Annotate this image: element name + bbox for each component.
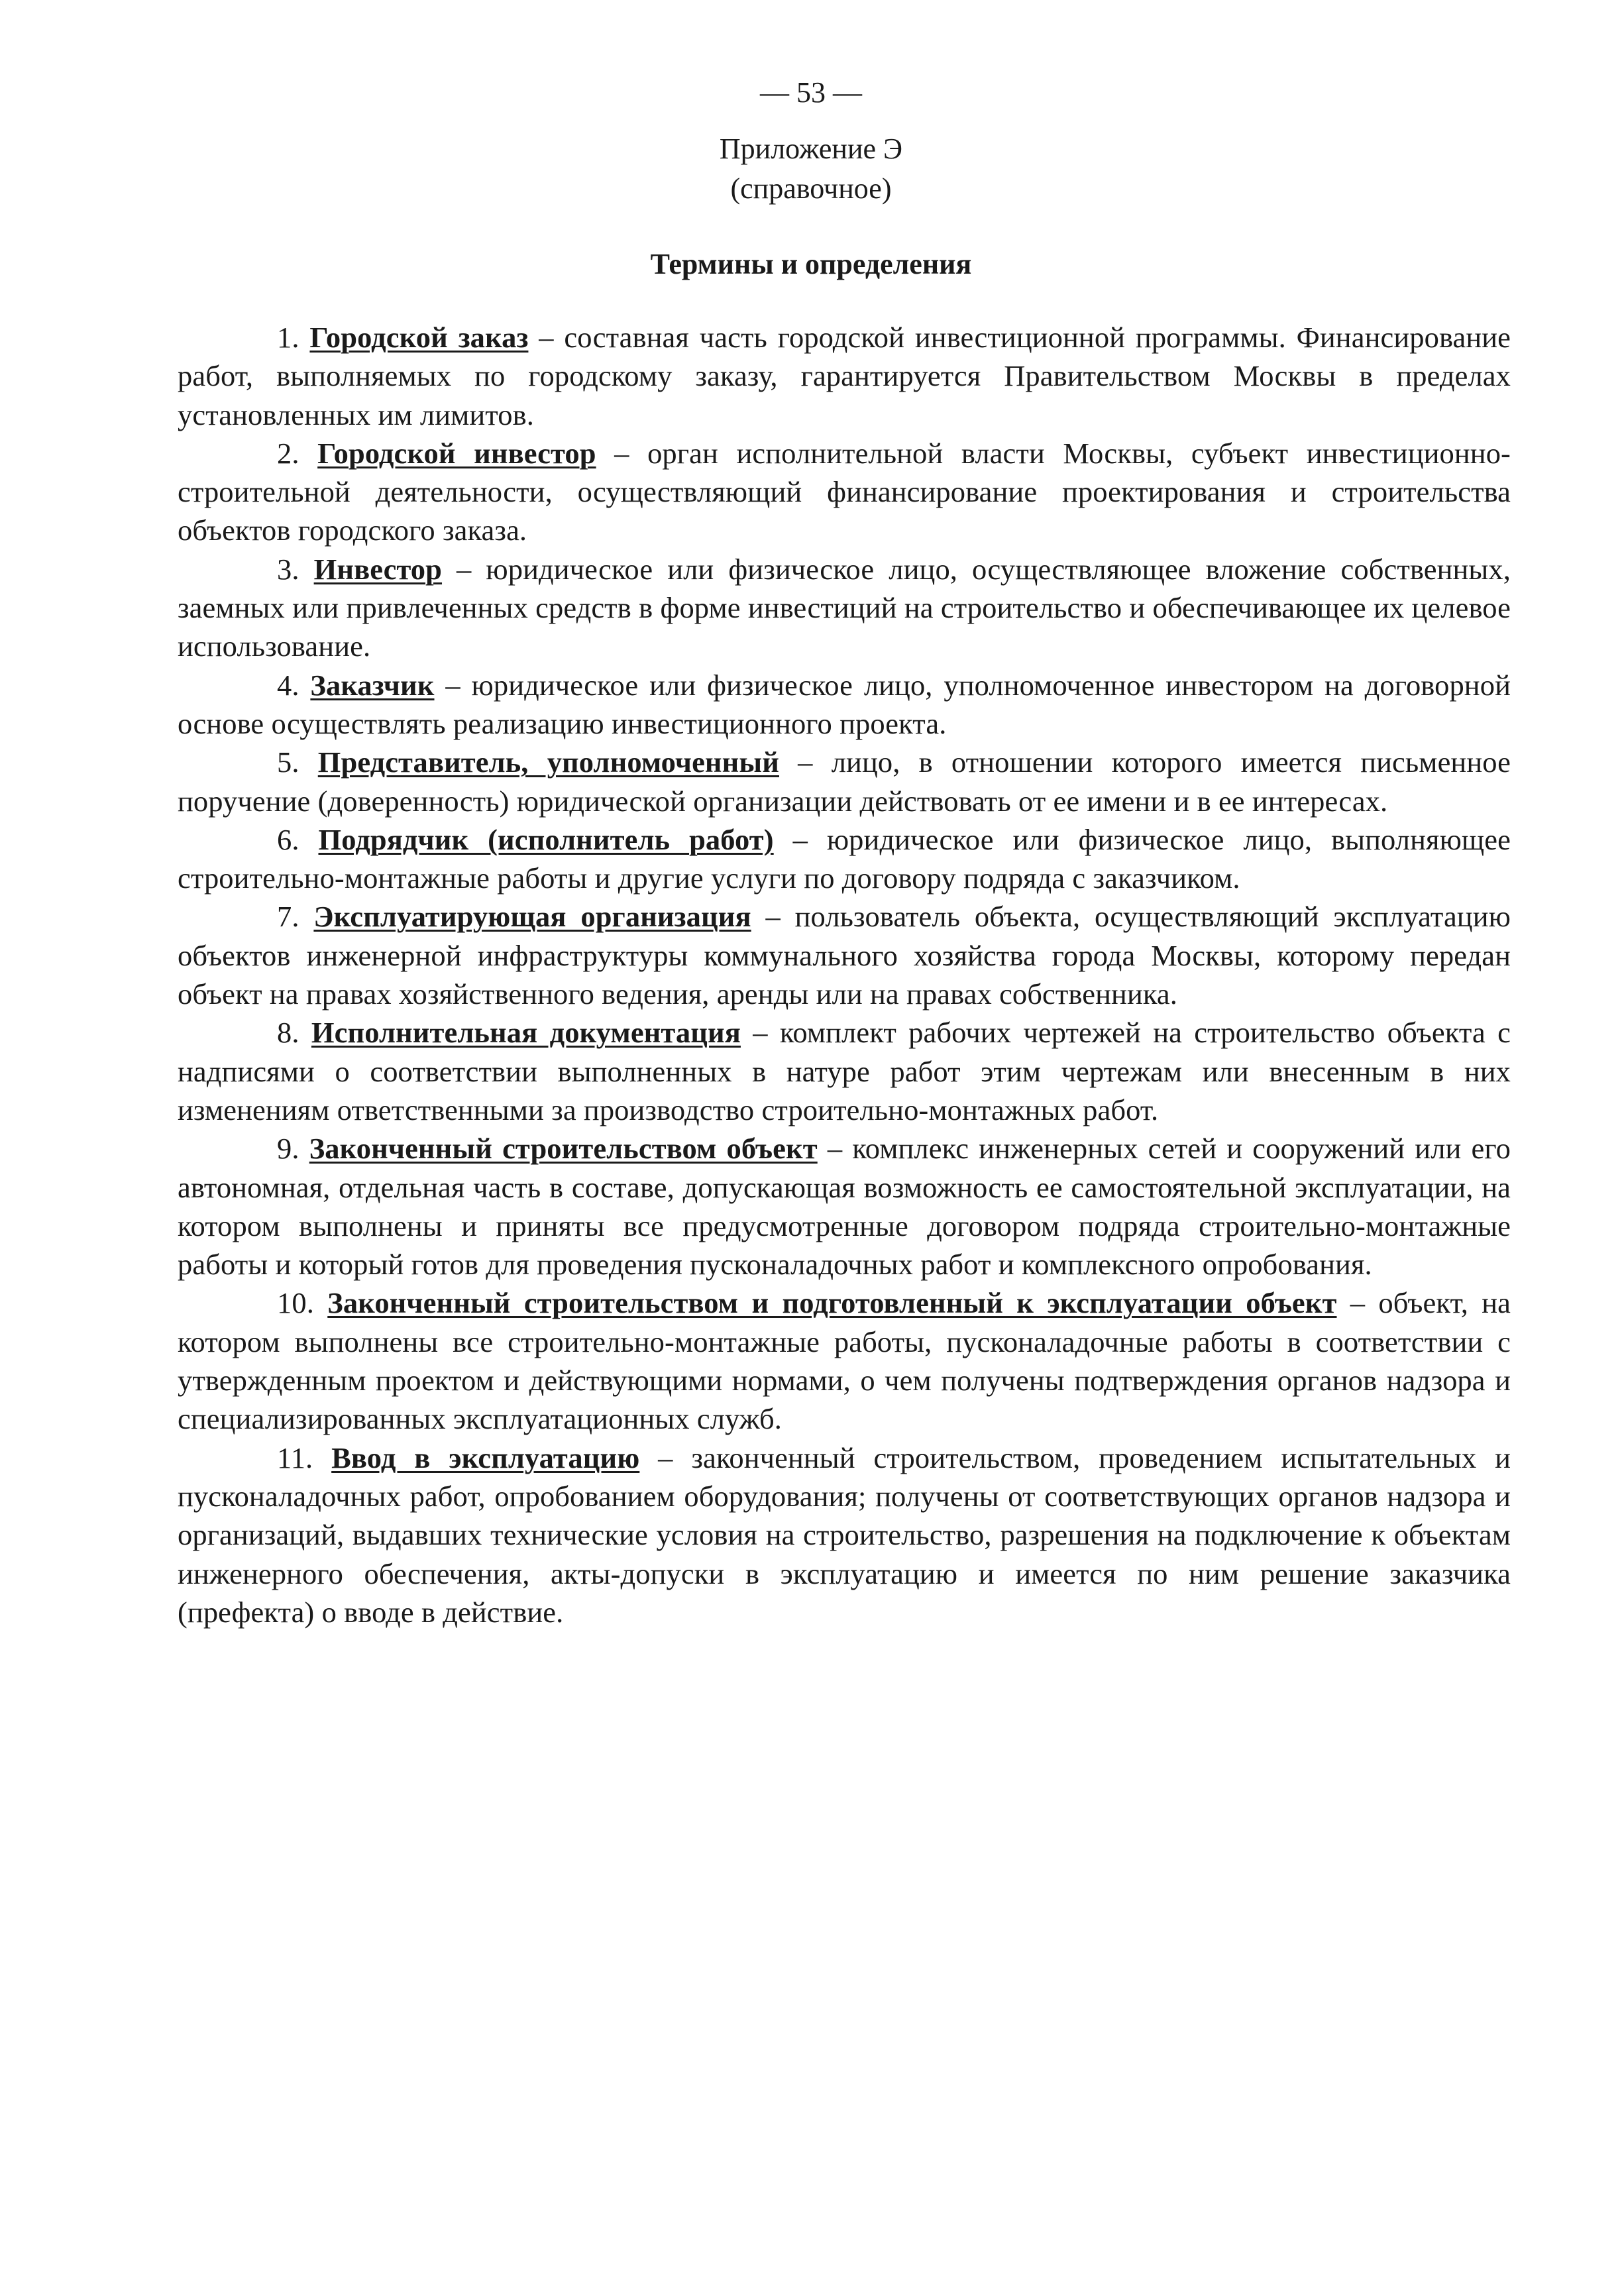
term-definition: – объект, на котором выполнены все строительно-монтажные работы, пусконаладочные работы в соответствии с утвержденным проектом и действующими нормами, о чем получены подтверждения органов надзора и специализированных эксплуатационных служб. (178, 1286, 1511, 1436)
terms-list (178, 318, 1511, 1631)
term-number: 8. (277, 1016, 299, 1050)
page-number: — 53 — (760, 76, 862, 109)
term-item (178, 434, 1511, 550)
term-item (178, 318, 1511, 434)
term-name: Ввод в эксплуатацию (331, 1441, 640, 1474)
term-number: 6. (277, 822, 299, 856)
term-definition: – юридическое или физическое лицо, выполняющее строительно-монтажные работы и другие услуги по договору подряда с заказчиком. (178, 822, 1511, 895)
term-name: Представитель, уполномоченный (317, 745, 779, 779)
term-definition: – комплект рабочих чертежей на строительство объекта с надписями о соответствии выполненных в натуре работ этим чертежам или внесенным в них изменениям ответственными за производство строительно-монтажных работ. (178, 1016, 1511, 1126)
term-definition: – пользователь объекта, осуществляющий эксплуатацию объектов инженерной инфраструктуры коммунального хозяйства города Москвы, которому передан объект на правах хозяйственного ведения, аренды или на правах собственника. (178, 900, 1511, 1011)
term-number: 1. (277, 321, 299, 354)
appendix-subtitle: (справочное) (730, 172, 892, 205)
term-number: 10. (277, 1286, 314, 1320)
term-name: Городской инвестор (317, 436, 596, 470)
term-name: Законченный строительством и подготовленный к эксплуатации объект (327, 1286, 1337, 1320)
term-name: Эксплуатирующая организация (313, 900, 751, 934)
term-definition: – законченный строительством, проведением испытательных и пусконаладочных работ, опробованием оборудования; получены от соответствующих органов надзора и организаций, выдавших технические условия на строительство, разрешения на подключение к объектам инженерного обеспечения, акты-допуски в эксплуатацию и имеется по ним решение заказчика (префекта) о вводе в действие. (178, 1441, 1511, 1629)
term-number: 11. (277, 1441, 313, 1474)
term-item (178, 743, 1511, 820)
appendix-title: Приложение Э (719, 133, 903, 165)
term-item (178, 1013, 1511, 1129)
term-number: 9. (277, 1132, 299, 1166)
term-definition: – юридическое или физическое лицо, уполномоченное инвестором на договорной основе осуществлять реализацию инвестиционного проекта. (178, 668, 1511, 740)
term-item (178, 1284, 1511, 1438)
term-name: Городской заказ (309, 321, 529, 354)
term-item (178, 666, 1511, 743)
term-name: Подрядчик (исполнитель работ) (318, 822, 774, 856)
term-number: 5. (277, 745, 299, 779)
term-item (178, 1439, 1511, 1631)
term-number: 4. (277, 668, 299, 702)
term-definition: – лицо, в отношении которого имеется письменное поручение (доверенность) юридической организации действовать от ее имени и в ее интересах. (178, 745, 1511, 818)
term-number: 7. (277, 900, 299, 934)
term-definition: – орган исполнительной власти Москвы, субъект инвестиционно-строительной деятельности, осуществляющий финансирование проектирования и строительства объектов городского заказа. (178, 436, 1511, 547)
term-item (178, 550, 1511, 666)
term-definition: – составная часть городской инвестиционной программы. Финансирование работ, выполняемых по городскому заказу, гарантируется Правительством Москвы в пределах установленных им лимитов. (178, 321, 1511, 431)
term-name: Заказчик (310, 668, 435, 702)
term-number: 2. (277, 436, 299, 470)
term-name: Инвестор (313, 552, 443, 586)
term-item (178, 897, 1511, 1013)
term-definition: – комплекс инженерных сетей и сооружений или его автономная, отдельная часть в составе, допускающая возможность ее самостоятельной эксплуатации, на котором выполнены и приняты все предусмотренные договором подряда строительно-монтажные работы и который готов для проведения пусконаладочных работ и комплексного опробования. (178, 1132, 1511, 1282)
term-item (178, 820, 1511, 898)
section-title: Термины и определения (650, 248, 972, 280)
term-number: 3. (277, 552, 299, 586)
term-name: Законченный строительством объект (309, 1132, 818, 1166)
term-name: Исполнительная документация (311, 1016, 741, 1050)
term-definition: – юридическое или физическое лицо, осуществляющее вложение собственных, заемных или привлеченных средств в форме инвестиций на строительство и обеспечивающее их целевое использование. (178, 552, 1511, 663)
term-item (178, 1129, 1511, 1284)
